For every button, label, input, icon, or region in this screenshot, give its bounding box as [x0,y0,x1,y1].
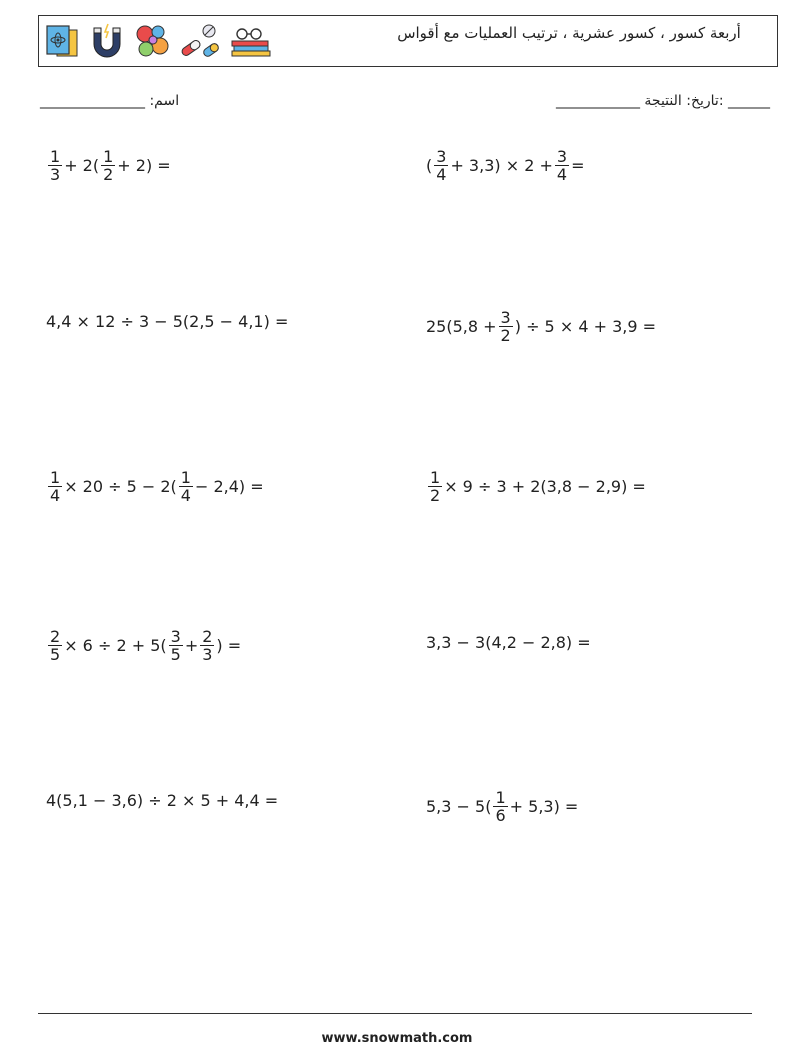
problem-5: $\frac{1}{4}$ × 20 ÷ 5 − 2( $\frac{1}{4}$ − 2,4) = [50,468,264,505]
problem-7: $\frac{2}{5}$ × 6 ÷ 2 + 5( $\frac{3}{5}$ + $\frac{2}{3}$ ) = [50,627,242,664]
header-box [38,15,778,67]
fraction: $\frac{3}{2}$ [500,308,511,345]
fraction: $\frac{3}{4}$ [436,147,447,184]
problem-4: 25(5,8 + $\frac{3}{2}$ ) ÷ 5 × 4 + 3,9 = [426,308,657,345]
magnet-icon [89,22,125,60]
problem-10: 5,3 − 5( $\frac{1}{6}$ + 5,3) = [426,788,579,825]
score-field[interactable]: النتيجة ____________ [555,93,682,109]
problem-2: ( $\frac{3}{4}$ + 3,3) × 2 + $\frac{3}{4}$ = [426,147,585,184]
fraction: $\frac{1}{3}$ [50,147,61,184]
footer-divider [38,1013,752,1014]
molecule-icon [133,22,171,60]
science-book-icon [43,22,81,60]
meta-row [40,93,770,115]
fraction: $\frac{2}{5}$ [50,627,61,664]
fraction: $\frac{3}{5}$ [170,627,181,664]
date-score-fields [556,93,770,109]
fraction: $\frac{1}{6}$ [495,788,506,825]
pills-icon [179,22,221,60]
fraction: $\frac{1}{4}$ [50,468,61,505]
problem-9: 4(5,1 − 3,6) ÷ 2 × 5 + 4,4 = [46,791,279,810]
fraction: $\frac{1}{2}$ [430,468,441,505]
worksheet-title: أربعة كسور ، كسور عشرية ، ترتيب العمليات مع أقواس [397,24,741,42]
header-icons [43,20,273,62]
problem-6: $\frac{1}{2}$ × 9 ÷ 3 + 2(3,8 − 2,9) = [430,468,646,505]
books-glasses-icon [229,22,273,60]
name-field[interactable]: _______________ :اسم [40,93,180,109]
fraction: $\frac{1}{4}$ [180,468,191,505]
problem-3: 4,4 × 12 ÷ 3 − 5(2,5 − 4,1) = [46,312,289,331]
problem-8: 3,3 − 3(4,2 − 2,8) = [426,633,591,652]
problem-1: $\frac{1}{3}$ + 2( $\frac{1}{2}$ + 2) = [50,147,171,184]
date-field[interactable]: ______ :تاريخ: [686,93,770,109]
fraction: $\frac{1}{2}$ [103,147,114,184]
fraction: $\frac{3}{4}$ [556,147,568,184]
fraction: $\frac{2}{3}$ [202,627,213,664]
footer-site-link[interactable]: www.snowmath.com [321,1031,473,1046]
